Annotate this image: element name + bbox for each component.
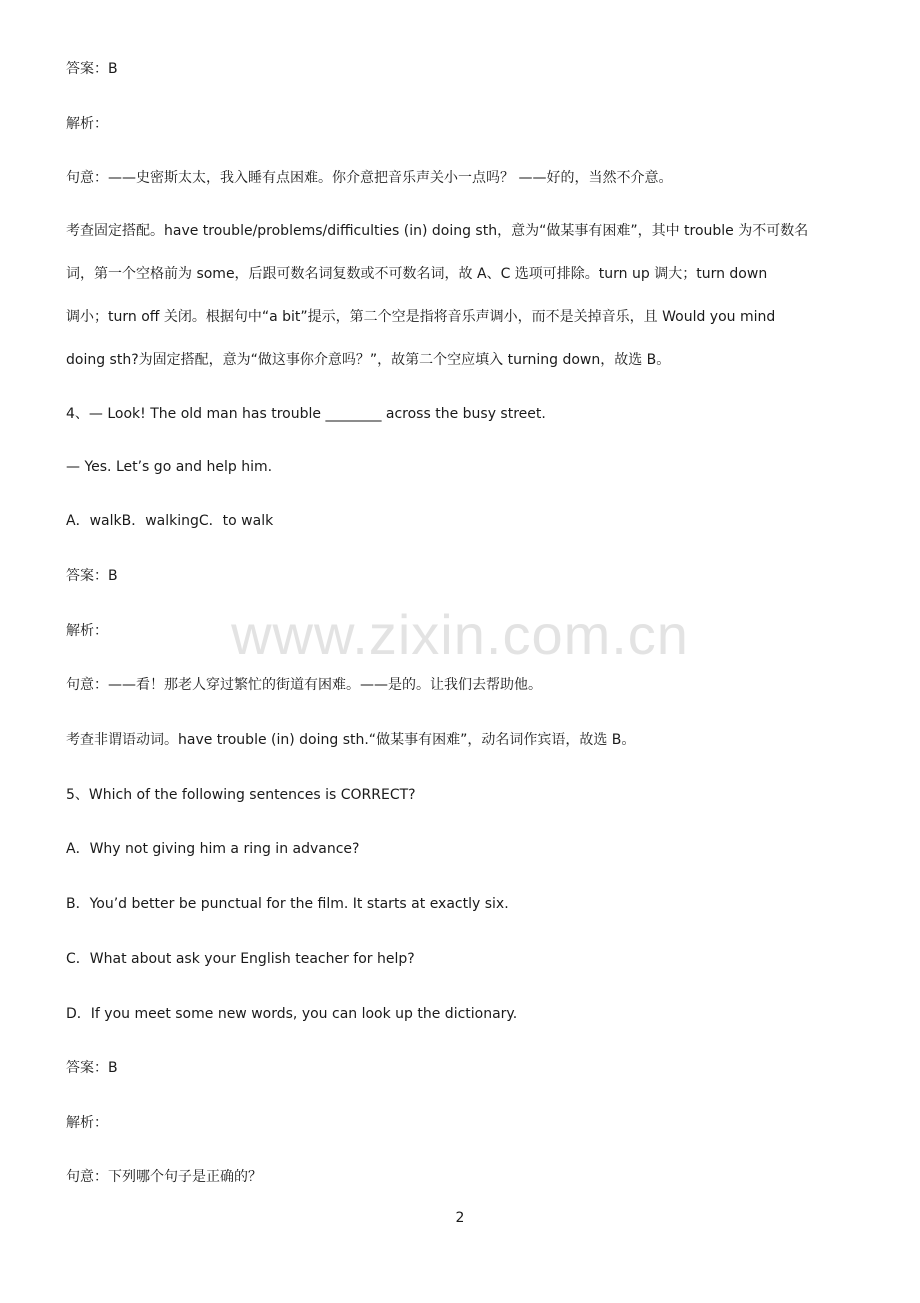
- question-5-meaning: 句意：下列哪个句子是正确的？: [66, 1169, 262, 1185]
- sentence-meaning: 句意：——史密斯太太，我入睡有点困难。你介意把音乐声关小一点吗？ ——好的，当然不介意。: [66, 170, 673, 186]
- question-4-meaning: 句意：——看！那老人穿过繁忙的街道有困难。——是的。让我们去帮助他。: [66, 677, 542, 693]
- question-4: 4、— Look! The old man has trouble ________ across the busy street.: [66, 406, 546, 422]
- question-5-option-a: A．Why not giving him a ring in advance?: [66, 841, 360, 857]
- watermark: www.zixin.com.cn: [231, 603, 689, 666]
- question-4-answer: 答案：B: [66, 568, 118, 584]
- analysis-paragraph-line: 词，第一个空格前为 some，后跟可数名词复数或不可数名词，故 A、C 选项可排除。turn up 调大；turn down: [66, 266, 768, 282]
- question-5: 5、Which of the following sentences is CORRECT?: [66, 787, 416, 803]
- question-4-explanation: 考查非谓语动词。have trouble (in) doing sth.“做某事有困难”，动名词作宾语，故选 B。: [66, 732, 636, 748]
- analysis-label: 解析：: [66, 116, 108, 132]
- answer-line: 答案：B: [66, 61, 118, 77]
- question-5-analysis-label: 解析：: [66, 1115, 108, 1131]
- analysis-paragraph: [66, 210, 856, 382]
- question-4-options: A．walkB．walkingC．to walk: [66, 513, 274, 529]
- analysis-paragraph-line: 考查固定搭配。have trouble/problems/difficulties (in) doing sth，意为“做某事有困难”，其中 trouble 为不可数名: [66, 223, 809, 239]
- page-number: 2: [455, 1210, 465, 1226]
- analysis-paragraph-line: doing sth?为固定搭配，意为“做这事你介意吗？”，故第二个空应填入 turning down，故选 B。: [66, 352, 671, 368]
- question-5-option-b: B．You’d better be punctual for the film. It starts at exactly six.: [66, 896, 509, 912]
- question-4-reply: — Yes. Let’s go and help him.: [66, 459, 273, 475]
- question-5-option-c: C．What about ask your English teacher for help?: [66, 951, 415, 967]
- analysis-paragraph-line: 调小；turn off 关闭。根据句中“a bit”提示，第二个空是指将音乐声调小，而不是关掉音乐，且 Would you mind: [66, 309, 776, 325]
- question-4-analysis-label: 解析：: [66, 623, 108, 639]
- question-5-option-d: D．If you meet some new words, you can look up the dictionary.: [66, 1006, 518, 1022]
- question-5-answer: 答案：B: [66, 1060, 118, 1076]
